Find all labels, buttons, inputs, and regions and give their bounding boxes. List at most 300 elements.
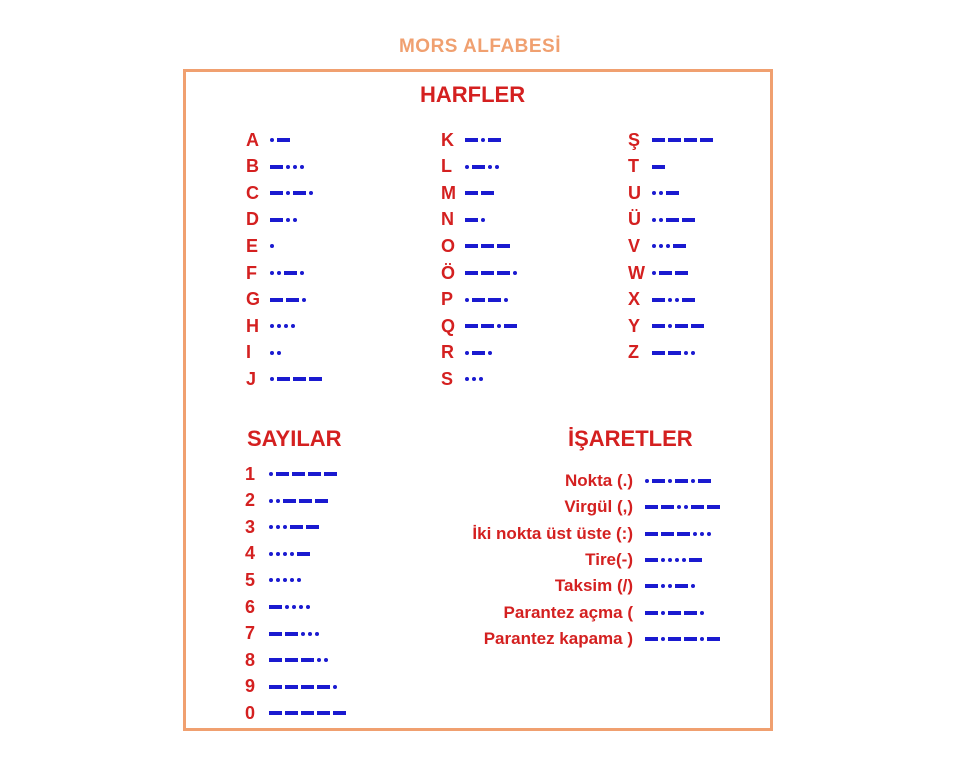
morse-dash bbox=[465, 271, 478, 275]
morse-character: R bbox=[441, 342, 454, 363]
morse-dot bbox=[693, 532, 697, 536]
morse-code bbox=[270, 165, 304, 169]
morse-dash bbox=[269, 711, 282, 715]
morse-row bbox=[246, 233, 274, 259]
morse-code bbox=[269, 685, 337, 689]
morse-dash bbox=[652, 351, 665, 355]
morse-dash bbox=[290, 525, 303, 529]
morse-character: 4 bbox=[245, 543, 256, 564]
morse-row bbox=[628, 207, 695, 233]
morse-code bbox=[270, 218, 297, 222]
morse-character: Y bbox=[628, 315, 641, 336]
morse-character: F bbox=[246, 262, 257, 283]
morse-row bbox=[628, 260, 688, 286]
morse-character: 3 bbox=[245, 516, 256, 537]
morse-dot bbox=[691, 479, 695, 483]
morse-dash bbox=[661, 532, 674, 536]
morse-dot bbox=[283, 552, 287, 556]
morse-row bbox=[245, 567, 301, 593]
morse-character: 5 bbox=[245, 569, 256, 590]
morse-dash bbox=[668, 637, 681, 641]
morse-dot bbox=[675, 298, 679, 302]
morse-dot bbox=[691, 351, 695, 355]
morse-row bbox=[628, 127, 713, 153]
morse-dot bbox=[661, 584, 665, 588]
morse-row bbox=[628, 233, 686, 259]
morse-dot bbox=[652, 244, 656, 248]
morse-row bbox=[245, 514, 319, 540]
morse-character: Ü bbox=[628, 209, 641, 230]
morse-dash bbox=[277, 377, 290, 381]
morse-dash bbox=[293, 191, 306, 195]
morse-code bbox=[465, 138, 501, 142]
morse-dot bbox=[277, 271, 281, 275]
morse-dash bbox=[333, 711, 346, 715]
morse-character: N bbox=[441, 209, 454, 230]
morse-dash bbox=[497, 271, 510, 275]
morse-dash bbox=[276, 472, 289, 476]
morse-dot bbox=[668, 584, 672, 588]
morse-dash bbox=[269, 658, 282, 662]
morse-dot bbox=[291, 324, 295, 328]
morse-dash bbox=[301, 658, 314, 662]
morse-row bbox=[246, 313, 295, 339]
sign-label: İki nokta üst üste (:) bbox=[472, 523, 633, 543]
sign-row bbox=[395, 573, 695, 599]
morse-code bbox=[269, 632, 319, 636]
morse-dot bbox=[286, 218, 290, 222]
morse-row bbox=[245, 594, 310, 620]
morse-character: W bbox=[628, 262, 645, 283]
morse-row bbox=[246, 287, 306, 313]
morse-dot bbox=[488, 165, 492, 169]
morse-dash bbox=[285, 632, 298, 636]
morse-dash bbox=[673, 244, 686, 248]
morse-dot bbox=[668, 558, 672, 562]
morse-dot bbox=[497, 324, 501, 328]
morse-dot bbox=[276, 499, 280, 503]
morse-dot bbox=[691, 584, 695, 588]
morse-character: 6 bbox=[245, 596, 256, 617]
morse-dash bbox=[645, 558, 658, 562]
morse-dot bbox=[290, 578, 294, 582]
morse-dot bbox=[707, 532, 711, 536]
morse-code bbox=[465, 218, 485, 222]
sign-label: Parantez açma ( bbox=[503, 602, 633, 622]
morse-dot bbox=[297, 578, 301, 582]
morse-dash bbox=[675, 271, 688, 275]
morse-row bbox=[441, 313, 517, 339]
morse-dot bbox=[668, 479, 672, 483]
morse-code bbox=[652, 324, 704, 328]
morse-dash bbox=[481, 324, 494, 328]
morse-code bbox=[465, 377, 483, 381]
morse-dash bbox=[306, 525, 319, 529]
morse-dot bbox=[659, 218, 663, 222]
morse-code bbox=[465, 165, 499, 169]
sign-label: Taksim (/) bbox=[554, 576, 633, 596]
morse-character: 1 bbox=[245, 463, 256, 484]
morse-dash bbox=[472, 165, 485, 169]
morse-dash bbox=[465, 244, 478, 248]
morse-dash bbox=[488, 298, 501, 302]
morse-dash bbox=[691, 324, 704, 328]
morse-row bbox=[246, 366, 322, 392]
morse-dash bbox=[661, 505, 674, 509]
morse-code bbox=[652, 191, 679, 195]
morse-character: O bbox=[441, 235, 456, 256]
sign-label: Nokta (.) bbox=[565, 471, 633, 490]
morse-code bbox=[465, 244, 510, 248]
morse-character: C bbox=[246, 182, 259, 203]
morse-code bbox=[652, 138, 713, 142]
morse-dash bbox=[315, 499, 328, 503]
morse-dot bbox=[661, 558, 665, 562]
morse-dot bbox=[661, 637, 665, 641]
morse-row bbox=[246, 127, 290, 153]
morse-dash bbox=[707, 505, 720, 509]
sign-label: Parantez kapama ) bbox=[483, 628, 633, 648]
sign-row bbox=[395, 494, 720, 520]
morse-dot bbox=[472, 377, 476, 381]
morse-row bbox=[628, 340, 695, 366]
morse-dot bbox=[306, 605, 310, 609]
morse-code bbox=[269, 525, 319, 529]
morse-character: L bbox=[441, 156, 452, 177]
morse-dot bbox=[495, 165, 499, 169]
morse-dot bbox=[269, 499, 273, 503]
morse-character: Z bbox=[628, 342, 639, 363]
morse-dash bbox=[317, 711, 330, 715]
morse-dot bbox=[700, 611, 704, 615]
morse-dash bbox=[698, 479, 711, 483]
morse-dash bbox=[269, 605, 282, 609]
morse-code bbox=[269, 711, 346, 715]
morse-dot bbox=[682, 558, 686, 562]
morse-dash bbox=[270, 165, 283, 169]
morse-dot bbox=[270, 271, 274, 275]
morse-dash bbox=[317, 685, 330, 689]
morse-dot bbox=[285, 605, 289, 609]
morse-character: 9 bbox=[245, 676, 256, 697]
morse-dot bbox=[645, 479, 649, 483]
morse-row bbox=[441, 127, 501, 153]
morse-row bbox=[441, 154, 499, 180]
morse-character: 2 bbox=[245, 490, 256, 511]
morse-row bbox=[246, 207, 297, 233]
morse-code bbox=[645, 611, 704, 615]
morse-dash bbox=[488, 138, 501, 142]
morse-dash bbox=[675, 584, 688, 588]
morse-dash bbox=[668, 138, 681, 142]
morse-dash bbox=[666, 218, 679, 222]
morse-row bbox=[245, 461, 337, 487]
morse-code bbox=[645, 558, 702, 562]
morse-dot bbox=[324, 658, 328, 662]
morse-dot bbox=[700, 637, 704, 641]
morse-code bbox=[269, 605, 310, 609]
morse-dot bbox=[513, 271, 517, 275]
morse-dot bbox=[286, 191, 290, 195]
morse-dot bbox=[481, 218, 485, 222]
morse-dash bbox=[284, 271, 297, 275]
morse-row bbox=[441, 287, 508, 313]
morse-dash bbox=[285, 711, 298, 715]
morse-dot bbox=[301, 632, 305, 636]
morse-dot bbox=[668, 298, 672, 302]
morse-row bbox=[441, 260, 517, 286]
morse-code bbox=[269, 499, 328, 503]
morse-dash bbox=[286, 298, 299, 302]
morse-dash bbox=[472, 298, 485, 302]
morse-character: A bbox=[246, 129, 259, 150]
morse-dot bbox=[270, 138, 274, 142]
morse-character: J bbox=[246, 368, 257, 389]
letters-heading: HARFLER bbox=[420, 82, 526, 107]
morse-code bbox=[645, 479, 711, 483]
morse-dash bbox=[682, 298, 695, 302]
morse-character: G bbox=[246, 289, 261, 310]
morse-code bbox=[270, 298, 306, 302]
morse-dash bbox=[301, 685, 314, 689]
sign-label: Tire(-) bbox=[585, 549, 633, 569]
morse-character: Q bbox=[441, 315, 456, 336]
morse-dot bbox=[269, 472, 273, 476]
morse-dot bbox=[333, 685, 337, 689]
morse-dash bbox=[700, 138, 713, 142]
morse-dash bbox=[504, 324, 517, 328]
morse-dot bbox=[309, 191, 313, 195]
morse-character: 7 bbox=[245, 623, 256, 644]
morse-dash bbox=[269, 632, 282, 636]
morse-code bbox=[652, 165, 665, 169]
morse-dash bbox=[270, 191, 283, 195]
sign-label: Virgül (,) bbox=[564, 497, 633, 517]
morse-dash bbox=[481, 191, 494, 195]
morse-dash bbox=[293, 377, 306, 381]
morse-dash bbox=[308, 472, 321, 476]
morse-character: M bbox=[441, 182, 456, 203]
morse-dash bbox=[301, 711, 314, 715]
morse-dot bbox=[276, 525, 280, 529]
numbers-heading: SAYILAR bbox=[247, 426, 342, 451]
morse-row bbox=[246, 260, 304, 286]
morse-dash bbox=[652, 298, 665, 302]
morse-code bbox=[465, 324, 517, 328]
morse-dash bbox=[666, 191, 679, 195]
morse-dot bbox=[661, 611, 665, 615]
morse-code bbox=[270, 138, 290, 142]
morse-code bbox=[270, 324, 295, 328]
morse-dot bbox=[302, 298, 306, 302]
page-title: MORS ALFABESİ bbox=[398, 36, 562, 57]
morse-character: I bbox=[246, 342, 252, 363]
morse-row bbox=[246, 180, 313, 206]
morse-character: B bbox=[246, 156, 259, 177]
morse-dot bbox=[276, 552, 280, 556]
morse-dot bbox=[465, 165, 469, 169]
morse-dash bbox=[677, 532, 690, 536]
morse-dot bbox=[504, 298, 508, 302]
morse-character: S bbox=[441, 368, 454, 389]
morse-code bbox=[645, 532, 711, 536]
morse-code bbox=[269, 578, 301, 582]
morse-character: D bbox=[246, 209, 259, 230]
morse-dash bbox=[645, 505, 658, 509]
morse-row bbox=[245, 700, 346, 726]
morse-dash bbox=[668, 351, 681, 355]
morse-row bbox=[441, 366, 483, 392]
morse-dot bbox=[666, 244, 670, 248]
morse-code bbox=[270, 377, 322, 381]
morse-dash bbox=[481, 244, 494, 248]
sign-row bbox=[395, 626, 720, 652]
morse-dot bbox=[465, 351, 469, 355]
morse-dash bbox=[645, 637, 658, 641]
sign-row bbox=[395, 547, 702, 573]
morse-character: 8 bbox=[245, 649, 256, 670]
morse-dash bbox=[682, 218, 695, 222]
morse-dot bbox=[284, 324, 288, 328]
morse-dash bbox=[299, 499, 312, 503]
morse-dot bbox=[277, 351, 281, 355]
morse-dash bbox=[472, 351, 485, 355]
morse-dash bbox=[668, 611, 681, 615]
morse-dot bbox=[293, 218, 297, 222]
morse-dot bbox=[270, 351, 274, 355]
morse-dash bbox=[652, 324, 665, 328]
morse-dash bbox=[707, 637, 720, 641]
morse-code bbox=[645, 505, 720, 509]
morse-row bbox=[441, 340, 492, 366]
morse-dash bbox=[652, 479, 665, 483]
morse-dash bbox=[285, 658, 298, 662]
morse-code bbox=[270, 271, 304, 275]
morse-dot bbox=[299, 605, 303, 609]
morse-dot bbox=[270, 377, 274, 381]
morse-character: Ş bbox=[628, 129, 641, 150]
morse-code bbox=[269, 472, 337, 476]
morse-dash bbox=[684, 611, 697, 615]
morse-dot bbox=[269, 525, 273, 529]
morse-row bbox=[246, 154, 304, 180]
morse-row bbox=[441, 207, 485, 233]
morse-dash bbox=[659, 271, 672, 275]
morse-dot bbox=[270, 324, 274, 328]
morse-dot bbox=[286, 165, 290, 169]
morse-dash bbox=[283, 499, 296, 503]
morse-dash bbox=[465, 218, 478, 222]
morse-dash bbox=[675, 479, 688, 483]
morse-dot bbox=[270, 244, 274, 248]
morse-dot bbox=[668, 324, 672, 328]
morse-character: K bbox=[441, 129, 454, 150]
morse-dot bbox=[292, 605, 296, 609]
morse-dot bbox=[675, 558, 679, 562]
morse-dot bbox=[290, 552, 294, 556]
morse-dot bbox=[293, 165, 297, 169]
morse-code bbox=[465, 351, 492, 355]
morse-dash bbox=[465, 324, 478, 328]
morse-dash bbox=[645, 611, 658, 615]
morse-row bbox=[245, 621, 319, 647]
morse-dash bbox=[297, 552, 310, 556]
signs-heading: İŞARETLER bbox=[568, 426, 693, 451]
morse-row bbox=[245, 647, 328, 673]
morse-code bbox=[269, 552, 310, 556]
morse-row bbox=[245, 488, 328, 514]
morse-dash bbox=[645, 532, 658, 536]
morse-dot bbox=[481, 138, 485, 142]
morse-character: T bbox=[628, 156, 639, 177]
morse-dot bbox=[300, 165, 304, 169]
morse-dot bbox=[308, 632, 312, 636]
morse-code bbox=[465, 271, 517, 275]
morse-code bbox=[270, 351, 281, 355]
morse-dot bbox=[465, 298, 469, 302]
morse-character: H bbox=[246, 315, 259, 336]
morse-dot bbox=[269, 578, 273, 582]
morse-dot bbox=[277, 324, 281, 328]
morse-character: Ö bbox=[441, 262, 456, 283]
morse-dash bbox=[497, 244, 510, 248]
morse-code bbox=[652, 271, 688, 275]
morse-character: U bbox=[628, 182, 641, 203]
morse-code bbox=[465, 298, 508, 302]
morse-dot bbox=[652, 218, 656, 222]
morse-dot bbox=[479, 377, 483, 381]
morse-dash bbox=[277, 138, 290, 142]
morse-code bbox=[465, 191, 494, 195]
morse-row bbox=[245, 674, 337, 700]
morse-dash bbox=[465, 138, 478, 142]
morse-dash bbox=[652, 138, 665, 142]
morse-dot bbox=[465, 377, 469, 381]
morse-code bbox=[269, 658, 328, 662]
morse-dot bbox=[315, 632, 319, 636]
morse-dot bbox=[488, 351, 492, 355]
morse-dash bbox=[465, 191, 478, 195]
morse-dash bbox=[684, 637, 697, 641]
morse-row bbox=[628, 287, 695, 313]
morse-row bbox=[628, 154, 665, 180]
morse-row bbox=[441, 180, 494, 206]
morse-row bbox=[441, 233, 510, 259]
morse-row bbox=[628, 313, 704, 339]
morse-character: V bbox=[628, 235, 641, 256]
morse-dash bbox=[324, 472, 337, 476]
sign-row bbox=[395, 521, 711, 547]
morse-dash bbox=[689, 558, 702, 562]
morse-dot bbox=[684, 351, 688, 355]
sign-row bbox=[395, 600, 704, 626]
morse-row bbox=[245, 541, 310, 567]
morse-code bbox=[652, 218, 695, 222]
morse-dash bbox=[309, 377, 322, 381]
morse-row bbox=[628, 180, 679, 206]
morse-dot bbox=[652, 271, 656, 275]
morse-dot bbox=[684, 505, 688, 509]
morse-dot bbox=[269, 552, 273, 556]
morse-dot bbox=[283, 578, 287, 582]
morse-code bbox=[270, 191, 313, 195]
morse-dash bbox=[481, 271, 494, 275]
morse-dot bbox=[659, 244, 663, 248]
morse-character: 0 bbox=[245, 702, 256, 723]
morse-dash bbox=[684, 138, 697, 142]
morse-character: P bbox=[441, 289, 454, 310]
morse-character: X bbox=[628, 289, 641, 310]
